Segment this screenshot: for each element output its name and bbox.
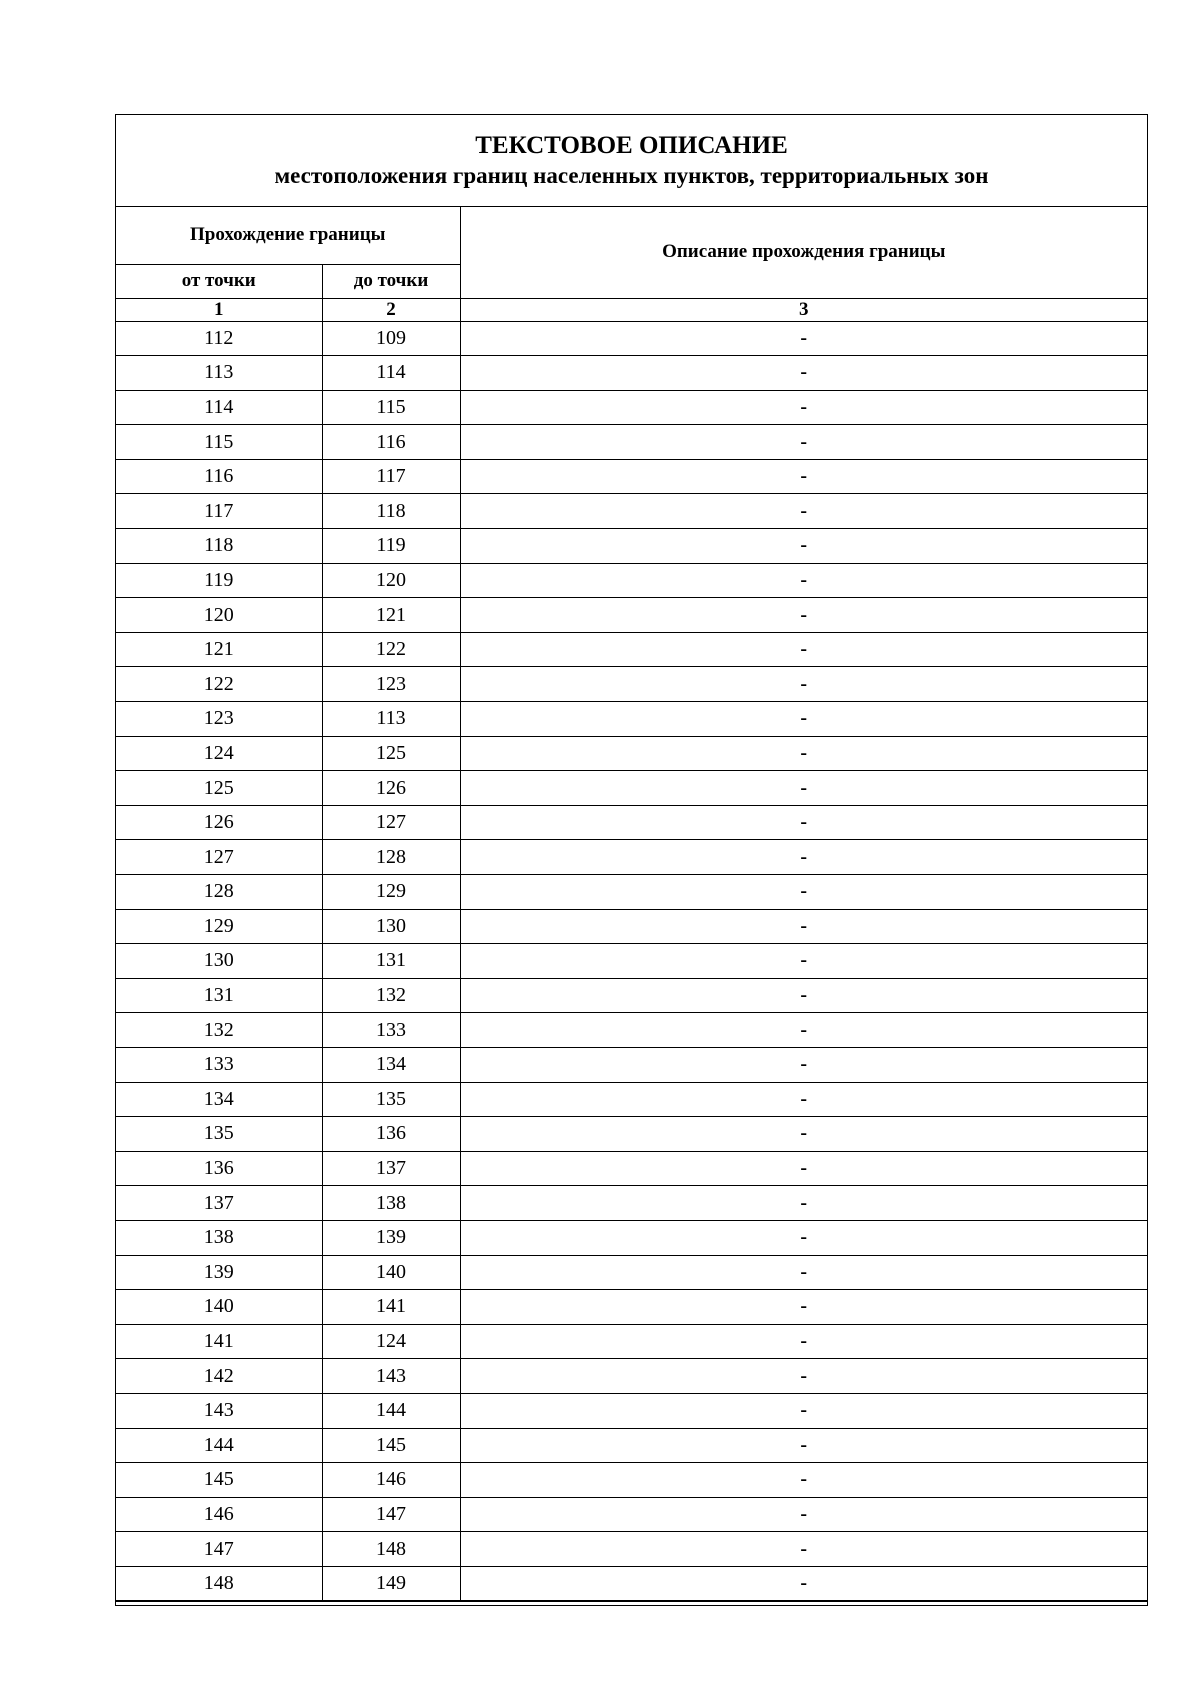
description-cell: -: [460, 1151, 1147, 1186]
description-cell: -: [460, 978, 1147, 1013]
from-point-cell: 144: [116, 1428, 322, 1463]
table-row: [116, 529, 1147, 564]
table-row: [116, 1566, 1147, 1601]
to-point-cell: 147: [322, 1497, 460, 1532]
document-title: ТЕКСТОВОЕ ОПИСАНИЕ: [475, 132, 788, 159]
from-point-cell: 135: [116, 1117, 322, 1152]
to-point-cell: 114: [322, 356, 460, 391]
to-point-cell: 118: [322, 494, 460, 529]
table-row: [116, 702, 1147, 737]
header-row-column-numbers: [116, 298, 1147, 321]
from-point-cell: 115: [116, 425, 322, 460]
from-point-cell: 137: [116, 1186, 322, 1221]
description-cell: -: [460, 529, 1147, 564]
from-point-cell: 142: [116, 1359, 322, 1394]
description-cell: -: [460, 875, 1147, 910]
table-row: [116, 1151, 1147, 1186]
description-cell: -: [460, 1324, 1147, 1359]
to-point-cell: 127: [322, 805, 460, 840]
header-row-group: [116, 207, 1147, 264]
table-body: [116, 321, 1147, 1601]
from-point-cell: 128: [116, 875, 322, 910]
from-point-cell: 147: [116, 1532, 322, 1567]
from-point-cell: 130: [116, 944, 322, 979]
from-point-cell: 124: [116, 736, 322, 771]
to-point-cell: 141: [322, 1290, 460, 1325]
from-point-cell: 120: [116, 598, 322, 633]
table-row: [116, 1255, 1147, 1290]
to-point-cell: 138: [322, 1186, 460, 1221]
to-point-cell: 115: [322, 390, 460, 425]
boundary-table: [116, 207, 1147, 1601]
from-point-cell: 123: [116, 702, 322, 737]
to-point-cell: 134: [322, 1047, 460, 1082]
header-description: Описание прохождения границы: [460, 207, 1147, 298]
to-point-cell: 117: [322, 459, 460, 494]
table-row: [116, 944, 1147, 979]
to-point-cell: 133: [322, 1013, 460, 1048]
bottom-rule: [116, 1601, 1147, 1605]
table-row: [116, 1324, 1147, 1359]
table-row: [116, 321, 1147, 356]
description-cell: -: [460, 909, 1147, 944]
to-point-cell: 119: [322, 529, 460, 564]
to-point-cell: 137: [322, 1151, 460, 1186]
description-cell: -: [460, 425, 1147, 460]
document-subtitle: местоположения границ населенных пунктов, территориальных зон: [274, 163, 989, 188]
description-cell: -: [460, 1393, 1147, 1428]
description-cell: -: [460, 702, 1147, 737]
from-point-cell: 134: [116, 1082, 322, 1117]
from-point-cell: 140: [116, 1290, 322, 1325]
from-point-cell: 139: [116, 1255, 322, 1290]
from-point-cell: 127: [116, 840, 322, 875]
table-row: [116, 1220, 1147, 1255]
column-number-2: 2: [322, 298, 460, 321]
table-row: [116, 390, 1147, 425]
to-point-cell: 113: [322, 702, 460, 737]
table-row: [116, 1359, 1147, 1394]
description-cell: -: [460, 1359, 1147, 1394]
table-row: [116, 356, 1147, 391]
to-point-cell: 128: [322, 840, 460, 875]
description-cell: -: [460, 944, 1147, 979]
to-point-cell: 143: [322, 1359, 460, 1394]
description-cell: -: [460, 771, 1147, 806]
description-cell: -: [460, 1220, 1147, 1255]
from-point-cell: 113: [116, 356, 322, 391]
from-point-cell: 141: [116, 1324, 322, 1359]
description-cell: -: [460, 598, 1147, 633]
header-to-point: до точки: [322, 264, 460, 298]
to-point-cell: 122: [322, 632, 460, 667]
from-point-cell: 138: [116, 1220, 322, 1255]
from-point-cell: 116: [116, 459, 322, 494]
table-row: [116, 667, 1147, 702]
from-point-cell: 122: [116, 667, 322, 702]
description-cell: -: [460, 1463, 1147, 1498]
description-cell: -: [460, 667, 1147, 702]
description-cell: -: [460, 840, 1147, 875]
to-point-cell: 131: [322, 944, 460, 979]
table-row: [116, 1290, 1147, 1325]
from-point-cell: 133: [116, 1047, 322, 1082]
to-point-cell: 120: [322, 563, 460, 598]
from-point-cell: 143: [116, 1393, 322, 1428]
description-cell: -: [460, 736, 1147, 771]
to-point-cell: 132: [322, 978, 460, 1013]
to-point-cell: 124: [322, 1324, 460, 1359]
to-point-cell: 130: [322, 909, 460, 944]
description-cell: -: [460, 321, 1147, 356]
description-cell: -: [460, 805, 1147, 840]
from-point-cell: 145: [116, 1463, 322, 1498]
description-cell: -: [460, 1497, 1147, 1532]
from-point-cell: 118: [116, 529, 322, 564]
from-point-cell: 121: [116, 632, 322, 667]
to-point-cell: 116: [322, 425, 460, 460]
description-cell: -: [460, 390, 1147, 425]
table-row: [116, 1532, 1147, 1567]
description-cell: -: [460, 632, 1147, 667]
header-boundary-passage: Прохождение границы: [116, 207, 460, 264]
description-cell: -: [460, 356, 1147, 391]
from-point-cell: 146: [116, 1497, 322, 1532]
from-point-cell: 126: [116, 805, 322, 840]
to-point-cell: 123: [322, 667, 460, 702]
table-row: [116, 909, 1147, 944]
from-point-cell: 131: [116, 978, 322, 1013]
from-point-cell: 132: [116, 1013, 322, 1048]
to-point-cell: 145: [322, 1428, 460, 1463]
description-cell: -: [460, 1186, 1147, 1221]
table-row: [116, 563, 1147, 598]
table-row: [116, 1463, 1147, 1498]
column-number-3: 3: [460, 298, 1147, 321]
description-cell: -: [460, 1082, 1147, 1117]
description-cell: -: [460, 1566, 1147, 1601]
description-cell: -: [460, 1428, 1147, 1463]
from-point-cell: 136: [116, 1151, 322, 1186]
description-cell: -: [460, 1047, 1147, 1082]
to-point-cell: 129: [322, 875, 460, 910]
table-row: [116, 1117, 1147, 1152]
column-number-1: 1: [116, 298, 322, 321]
table-row: [116, 459, 1147, 494]
from-point-cell: 125: [116, 771, 322, 806]
table-row: [116, 1047, 1147, 1082]
table-row: [116, 1082, 1147, 1117]
table-row: [116, 771, 1147, 806]
description-cell: -: [460, 459, 1147, 494]
table-row: [116, 1186, 1147, 1221]
table-row: [116, 736, 1147, 771]
table-row: [116, 978, 1147, 1013]
to-point-cell: 109: [322, 321, 460, 356]
to-point-cell: 149: [322, 1566, 460, 1601]
table-row: [116, 632, 1147, 667]
table-row: [116, 875, 1147, 910]
to-point-cell: 148: [322, 1532, 460, 1567]
boundary-description-document: [115, 114, 1148, 1606]
description-cell: -: [460, 1117, 1147, 1152]
description-cell: -: [460, 1290, 1147, 1325]
table-row: [116, 425, 1147, 460]
description-cell: -: [460, 494, 1147, 529]
to-point-cell: 125: [322, 736, 460, 771]
from-point-cell: 119: [116, 563, 322, 598]
from-point-cell: 129: [116, 909, 322, 944]
description-cell: -: [460, 1013, 1147, 1048]
description-cell: -: [460, 1255, 1147, 1290]
from-point-cell: 117: [116, 494, 322, 529]
table-row: [116, 1428, 1147, 1463]
to-point-cell: 146: [322, 1463, 460, 1498]
to-point-cell: 121: [322, 598, 460, 633]
table-row: [116, 1497, 1147, 1532]
to-point-cell: 140: [322, 1255, 460, 1290]
table-row: [116, 805, 1147, 840]
table-row: [116, 494, 1147, 529]
to-point-cell: 126: [322, 771, 460, 806]
to-point-cell: 144: [322, 1393, 460, 1428]
from-point-cell: 112: [116, 321, 322, 356]
from-point-cell: 148: [116, 1566, 322, 1601]
description-cell: -: [460, 1532, 1147, 1567]
to-point-cell: 136: [322, 1117, 460, 1152]
description-cell: -: [460, 563, 1147, 598]
table-row: [116, 1393, 1147, 1428]
from-point-cell: 114: [116, 390, 322, 425]
header-from-point: от точки: [116, 264, 322, 298]
table-row: [116, 598, 1147, 633]
table-row: [116, 1013, 1147, 1048]
table-row: [116, 840, 1147, 875]
title-block: [116, 115, 1147, 207]
to-point-cell: 135: [322, 1082, 460, 1117]
to-point-cell: 139: [322, 1220, 460, 1255]
